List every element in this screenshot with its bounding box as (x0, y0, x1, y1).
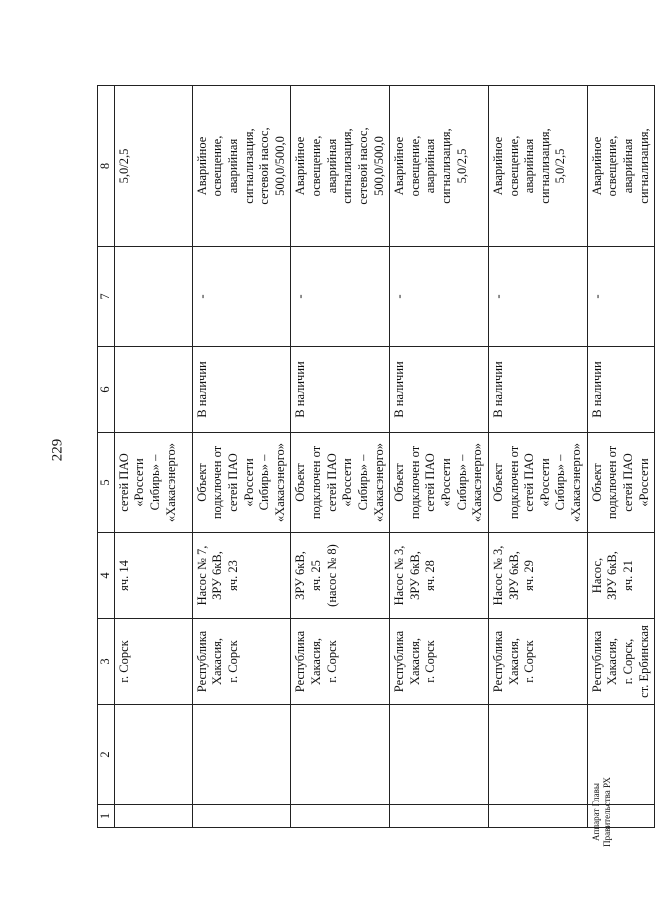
col-header: 5 (98, 433, 115, 533)
table-row (390, 86, 489, 828)
table-row (192, 86, 291, 828)
table-cell (192, 705, 291, 805)
header-row (98, 86, 115, 828)
table-cell: В наличии (291, 347, 390, 433)
table-cell: - (192, 247, 291, 347)
table-cell: Насос, ЗРУ 6кВ, яч. 21 (587, 533, 655, 619)
table-cell: Республика Хакасия, г. Сорск (192, 619, 291, 705)
table-cell: Республика Хакасия, г. Сорск (488, 619, 587, 705)
table-cell: - (291, 247, 390, 347)
table-row (291, 86, 390, 828)
table-cell: Республика Хакасия, г. Сорск (390, 619, 489, 705)
table-cell: Республика Хакасия, г. Сорск (291, 619, 390, 705)
col-header: 2 (98, 705, 115, 805)
footer-line-2: Правительства РХ (602, 777, 612, 847)
table-cell: яч. 14 (114, 533, 192, 619)
col-header: 1 (98, 805, 115, 828)
table-cell (114, 247, 192, 347)
table-cell (390, 805, 489, 828)
footer-stamp (591, 777, 613, 847)
table-cell: Аварийное освещение, аварийная сигнализация, (587, 86, 655, 247)
table-cell: Объект подключен от сетей ПАО «Россети (587, 433, 655, 533)
table-row (587, 86, 655, 828)
col-header: 4 (98, 533, 115, 619)
col-header: 8 (98, 86, 115, 247)
table-cell: - (390, 247, 489, 347)
table-cell: ЗРУ 6кВ, яч. 25 (насос № 8) (291, 533, 390, 619)
table-row (488, 86, 587, 828)
table-cell: - (488, 247, 587, 347)
col-header: 3 (98, 619, 115, 705)
table-cell: - (587, 247, 655, 347)
table-cell: В наличии (488, 347, 587, 433)
page-number: 229 (49, 438, 66, 462)
table-cell (488, 805, 587, 828)
table-cell: 5,0/2,5 (114, 86, 192, 247)
table-cell: Республика Хакасия, г. Сорск, ст. Ербинская (587, 619, 655, 705)
table-cell (192, 805, 291, 828)
col-header: 6 (98, 347, 115, 433)
footer-line-1: Аппарат Главы (591, 783, 602, 841)
table-row (114, 86, 192, 828)
table-cell: г. Сорск (114, 619, 192, 705)
table-cell: Аварийное освещение, аварийная сигнализация, сетевой насос, 500,0/500,0 (192, 86, 291, 247)
table-cell: В наличии (390, 347, 489, 433)
table-cell (291, 705, 390, 805)
table-cell: Объект подключен от сетей ПАО «Россети Сибирь» – «Хакасэнерго» (192, 433, 291, 533)
table-cell: Насос № 3, ЗРУ 6кВ, яч. 29 (488, 533, 587, 619)
table-cell: Насос № 7, ЗРУ 6кВ, яч. 23 (192, 533, 291, 619)
equipment-table (97, 85, 655, 828)
table-cell: Аварийное освещение, аварийная сигнализация, 5,0/2,5 (488, 86, 587, 247)
table-cell: В наличии (587, 347, 655, 433)
table-cell (488, 705, 587, 805)
table-cell (390, 705, 489, 805)
table-cell: Объект подключен от сетей ПАО «Россети Сибирь» – «Хакасэнерго» (488, 433, 587, 533)
table-cell: Объект подключен от сетей ПАО «Россети Сибирь» – «Хакасэнерго» (390, 433, 489, 533)
table-cell (114, 805, 192, 828)
table-cell: сетей ПАО «Россети Сибирь» – «Хакасэнерго» (114, 433, 192, 533)
table-cell: Аварийное освещение, аварийная сигнализация, сетевой насос, 500,0/500,0 (291, 86, 390, 247)
table-cell: Аварийное освещение, аварийная сигнализация, 5,0/2,5 (390, 86, 489, 247)
table-cell: Насос № 3, ЗРУ 6кВ, яч. 28 (390, 533, 489, 619)
table-cell (114, 347, 192, 433)
col-header: 7 (98, 247, 115, 347)
table-cell: В наличии (192, 347, 291, 433)
table-cell (114, 705, 192, 805)
table-cell (291, 805, 390, 828)
table-cell: Объект подключен от сетей ПАО «Россети Сибирь» – «Хакасэнерго» (291, 433, 390, 533)
